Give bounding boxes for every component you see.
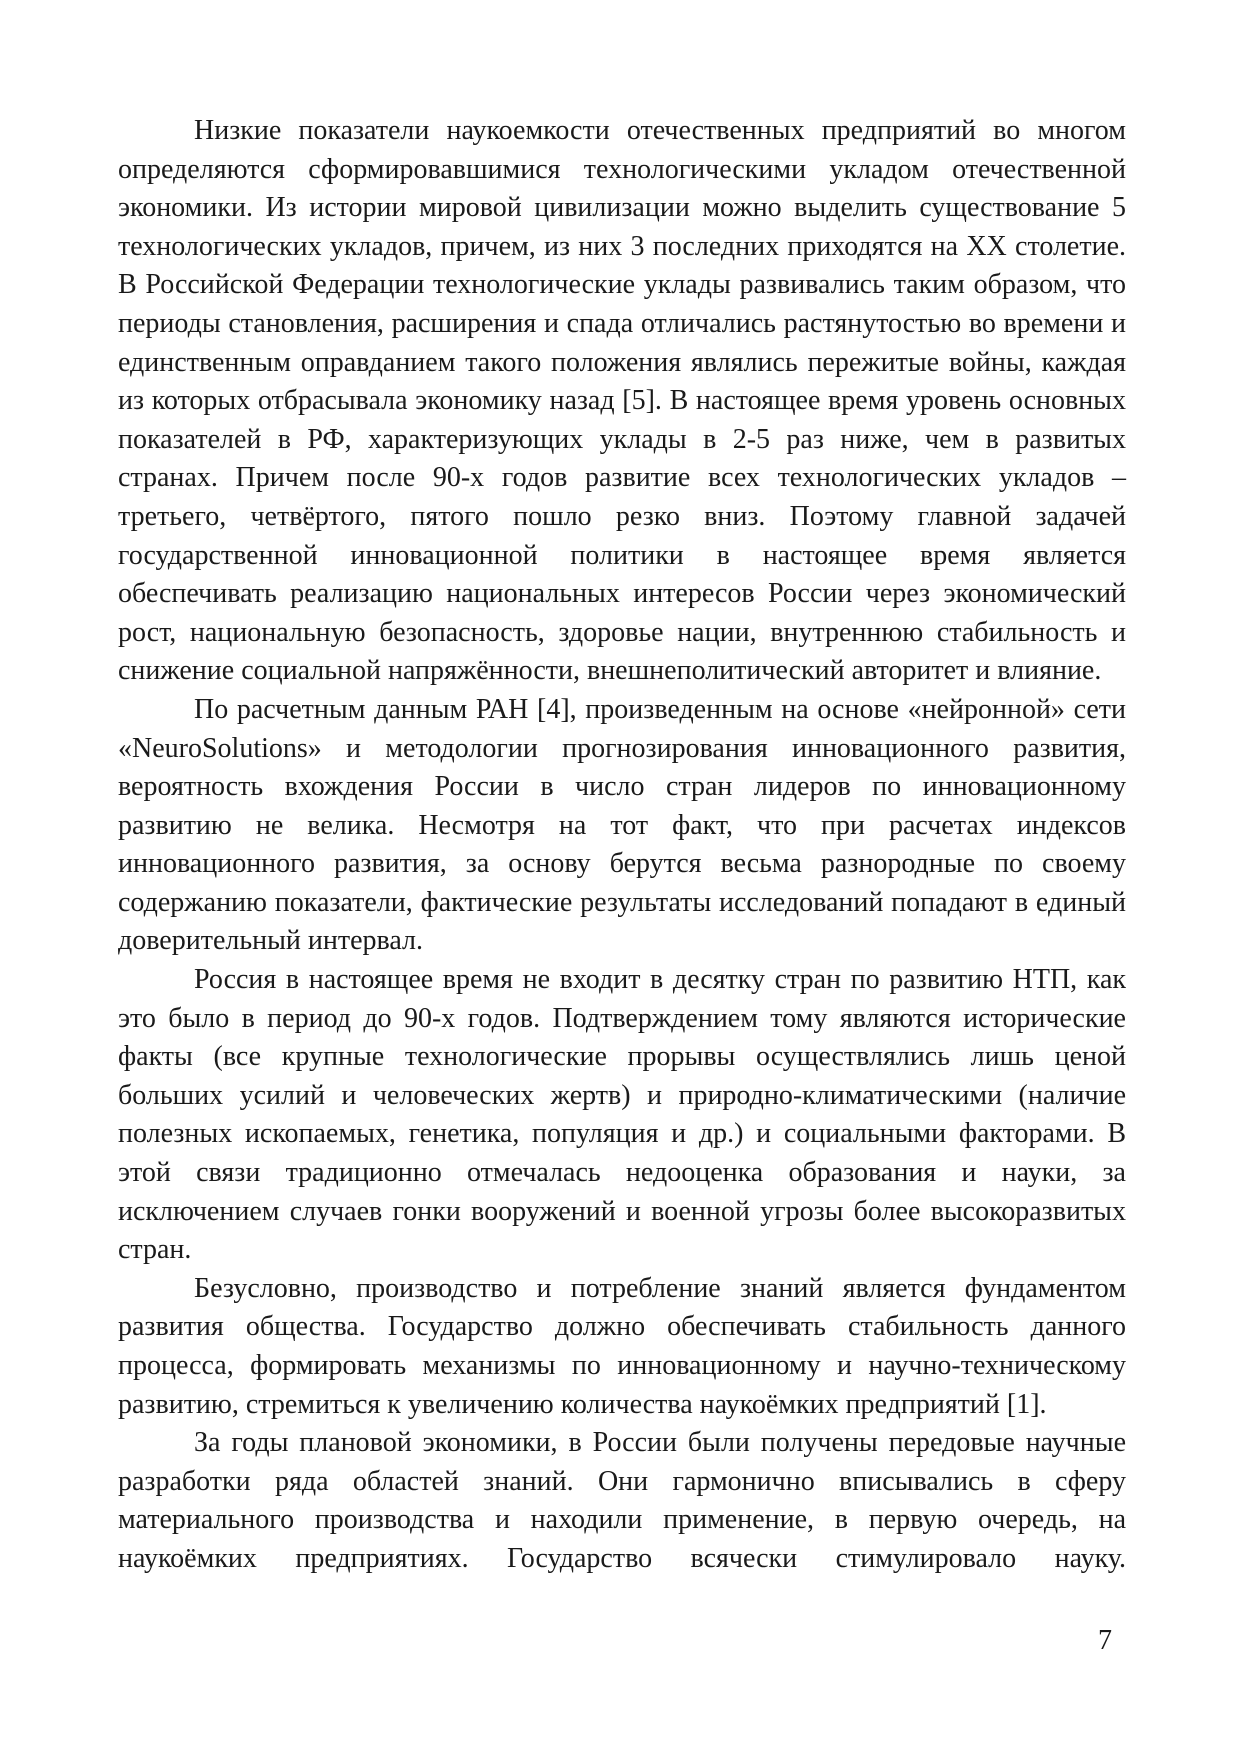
page-number: 7 — [1098, 1625, 1112, 1656]
paragraph-5: За годы плановой экономики, в России были получены передовые научные разработки ряда областей знаний. Они гармонично вписывались в сферу материального производства и находили применение, в первую очередь, на наукоёмких предприятиях. Государство всячески стимулировало науку. — [118, 1427, 1126, 1574]
body-text — [118, 112, 1126, 1579]
paragraph-1: Низкие показатели наукоемкости отечественных предприятий во многом определяются сформировавшимися технологическими укладом отечественной экономики. Из истории мировой цивилизации можно выделить существование 5 технологических укладов, причем, из них 3 последних приходятся на XX столетие. В Российской Федерации технологические уклады развивались таким образом, что периоды становления, расширения и спада отличались растянутостью во времени и единственным оправданием такого положения являлись пережитые войны, каждая из которых отбрасывала экономику назад [5]. В настоящее время уровень основных показателей в РФ, характеризующих уклады в 2-5 раз ниже, чем в развитых странах. Причем после 90-х годов развитие всех технологических укладов – третьего, четвёртого, пятого пошло резко вниз. Поэтому главной задачей государственной инновационной политики в настоящее время является обеспечивать реализацию национальных интересов России через экономический рост, национальную безопасность, здоровье нации, внутреннюю стабильность и снижение социальной напряжённости, внешнеполитический авторитет и влияние. — [118, 115, 1126, 687]
paragraph-4: Безусловно, производство и потребление знаний является фундаментом развития общества. Государство должно обеспечивать стабильность данного процесса, формировать механизмы по инновационному и научно-техническому развитию, стремиться к увеличению количества наукоёмких предприятий [1]. — [118, 1272, 1126, 1420]
paragraph-3: Россия в настоящее время не входит в десятку стран по развитию НТП, как это было в период до 90-х годов. Подтверждением тому являются исторические факты (все крупные технологические прорывы осуществлялись лишь ценой больших усилий и человеческих жертв) и природно-климатическими (наличие полезных ископаемых, генетика, популяция и др.) и социальными факторами. В этой связи традиционно отмечалась недооценка образования и науки, за исключением случаев гонки вооружений и военной угрозы более высокоразвитых стран. — [118, 964, 1126, 1266]
paragraph-2: По расчетным данным РАН [4], произведенным на основе «нейронной» сети «NeuroSolutions» и методологии прогнозирования инновационного развития, вероятность вхождения России в число стран лидеров по инновационному развитию не велика. Несмотря на тот факт, что при расчетах индексов инновационного развития, за основу берутся весьма разнородные по своему содержанию показатели, фактические результаты исследований попадают в единый доверительный интервал. — [118, 693, 1126, 957]
